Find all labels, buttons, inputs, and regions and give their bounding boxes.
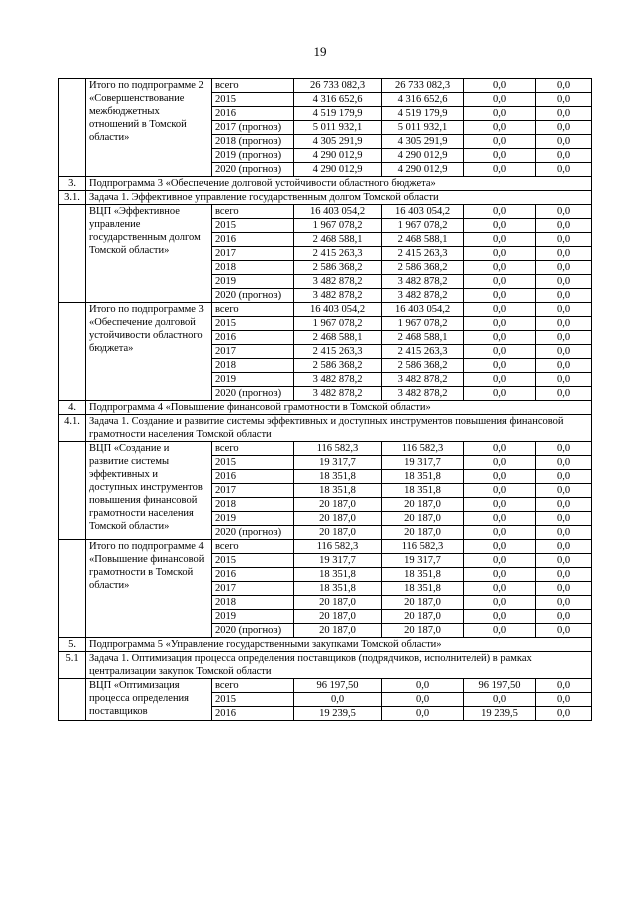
- other-sources-cell: 0,0: [536, 470, 592, 484]
- total-cell: 5 011 932,1: [294, 121, 382, 135]
- federal-budget-cell: 0,0: [464, 331, 536, 345]
- other-sources-cell: 0,0: [536, 442, 592, 456]
- other-sources-cell: 0,0: [536, 707, 592, 721]
- total-cell: 2 586 368,2: [294, 261, 382, 275]
- other-sources-cell: 0,0: [536, 624, 592, 638]
- regional-budget-cell: 2 468 588,1: [382, 233, 464, 247]
- program-name: Итого по подпрограмме 4 «Повышение финансовой грамотности в Томской области»: [86, 540, 212, 638]
- total-cell: 20 187,0: [294, 526, 382, 540]
- regional-budget-cell: 2 415 263,3: [382, 247, 464, 261]
- total-cell: 20 187,0: [294, 498, 382, 512]
- section-title: Задача 1. Эффективное управление государственным долгом Томской области: [86, 191, 592, 205]
- federal-budget-cell: 0,0: [464, 289, 536, 303]
- section-header-row: [59, 191, 592, 205]
- period-cell: 2017 (прогноз): [212, 121, 294, 135]
- section-header-row: [59, 415, 592, 442]
- period-cell: 2017: [212, 582, 294, 596]
- regional-budget-cell: 116 582,3: [382, 540, 464, 554]
- total-cell: 18 351,8: [294, 470, 382, 484]
- other-sources-cell: 0,0: [536, 107, 592, 121]
- period-cell: всего: [212, 679, 294, 693]
- total-cell: 2 468 588,1: [294, 233, 382, 247]
- row-number: 5.1: [59, 652, 86, 679]
- period-cell: 2018: [212, 498, 294, 512]
- federal-budget-cell: 0,0: [464, 205, 536, 219]
- federal-budget-cell: 0,0: [464, 247, 536, 261]
- other-sources-cell: 0,0: [536, 540, 592, 554]
- federal-budget-cell: 0,0: [464, 163, 536, 177]
- total-cell: 2 415 263,3: [294, 345, 382, 359]
- federal-budget-cell: 0,0: [464, 219, 536, 233]
- other-sources-cell: 0,0: [536, 93, 592, 107]
- table-row: [59, 442, 592, 456]
- period-cell: всего: [212, 442, 294, 456]
- federal-budget-cell: 0,0: [464, 540, 536, 554]
- section-title: Задача 1. Оптимизация процесса определения поставщиков (подрядчиков, исполнителей) в рамках централизации закупок Томской области: [86, 652, 592, 679]
- federal-budget-cell: 0,0: [464, 121, 536, 135]
- total-cell: 16 403 054,2: [294, 303, 382, 317]
- federal-budget-cell: 0,0: [464, 554, 536, 568]
- regional-budget-cell: 2 415 263,3: [382, 345, 464, 359]
- other-sources-cell: 0,0: [536, 693, 592, 707]
- row-number: [59, 205, 86, 303]
- period-cell: 2019: [212, 373, 294, 387]
- period-cell: 2015: [212, 317, 294, 331]
- total-cell: 26 733 082,3: [294, 79, 382, 93]
- federal-budget-cell: 19 239,5: [464, 707, 536, 721]
- federal-budget-cell: 0,0: [464, 610, 536, 624]
- table-row: [59, 679, 592, 693]
- other-sources-cell: 0,0: [536, 135, 592, 149]
- other-sources-cell: 0,0: [536, 289, 592, 303]
- regional-budget-cell: 18 351,8: [382, 470, 464, 484]
- regional-budget-cell: 5 011 932,1: [382, 121, 464, 135]
- other-sources-cell: 0,0: [536, 345, 592, 359]
- table-row: [59, 205, 592, 219]
- total-cell: 19 317,7: [294, 554, 382, 568]
- federal-budget-cell: 0,0: [464, 373, 536, 387]
- other-sources-cell: 0,0: [536, 679, 592, 693]
- regional-budget-cell: 4 305 291,9: [382, 135, 464, 149]
- row-number: [59, 442, 86, 540]
- period-cell: 2017: [212, 345, 294, 359]
- period-cell: 2018 (прогноз): [212, 135, 294, 149]
- regional-budget-cell: 18 351,8: [382, 582, 464, 596]
- other-sources-cell: 0,0: [536, 526, 592, 540]
- regional-budget-cell: 20 187,0: [382, 498, 464, 512]
- regional-budget-cell: 16 403 054,2: [382, 205, 464, 219]
- federal-budget-cell: 0,0: [464, 456, 536, 470]
- section-header-row: [59, 177, 592, 191]
- other-sources-cell: 0,0: [536, 498, 592, 512]
- total-cell: 2 586 368,2: [294, 359, 382, 373]
- federal-budget-cell: 0,0: [464, 387, 536, 401]
- federal-budget-cell: 0,0: [464, 261, 536, 275]
- total-cell: 2 415 263,3: [294, 247, 382, 261]
- federal-budget-cell: 0,0: [464, 568, 536, 582]
- other-sources-cell: 0,0: [536, 233, 592, 247]
- other-sources-cell: 0,0: [536, 205, 592, 219]
- regional-budget-cell: 20 187,0: [382, 526, 464, 540]
- total-cell: 18 351,8: [294, 484, 382, 498]
- period-cell: 2016: [212, 568, 294, 582]
- period-cell: 2019: [212, 610, 294, 624]
- regional-budget-cell: 18 351,8: [382, 568, 464, 582]
- regional-budget-cell: 1 967 078,2: [382, 219, 464, 233]
- row-number: [59, 79, 86, 177]
- period-cell: 2016: [212, 470, 294, 484]
- period-cell: 2020 (прогноз): [212, 624, 294, 638]
- row-number: 5.: [59, 638, 86, 652]
- federal-budget-cell: 0,0: [464, 582, 536, 596]
- period-cell: 2020 (прогноз): [212, 526, 294, 540]
- regional-budget-cell: 0,0: [382, 693, 464, 707]
- other-sources-cell: 0,0: [536, 387, 592, 401]
- period-cell: 2016: [212, 707, 294, 721]
- total-cell: 0,0: [294, 693, 382, 707]
- federal-budget-cell: 0,0: [464, 345, 536, 359]
- total-cell: 18 351,8: [294, 568, 382, 582]
- period-cell: 2016: [212, 107, 294, 121]
- period-cell: 2018: [212, 261, 294, 275]
- period-cell: 2017: [212, 247, 294, 261]
- other-sources-cell: 0,0: [536, 121, 592, 135]
- section-header-row: [59, 652, 592, 679]
- total-cell: 19 239,5: [294, 707, 382, 721]
- other-sources-cell: 0,0: [536, 554, 592, 568]
- regional-budget-cell: 2 586 368,2: [382, 359, 464, 373]
- row-number: 4.: [59, 401, 86, 415]
- period-cell: 2015: [212, 456, 294, 470]
- other-sources-cell: 0,0: [536, 275, 592, 289]
- section-title: Задача 1. Создание и развитие системы эффективных и доступных инструментов повышения финансовой грамотности населения Томской области: [86, 415, 592, 442]
- period-cell: всего: [212, 79, 294, 93]
- other-sources-cell: 0,0: [536, 596, 592, 610]
- total-cell: 2 468 588,1: [294, 331, 382, 345]
- regional-budget-cell: 2 586 368,2: [382, 261, 464, 275]
- table-row: [59, 303, 592, 317]
- federal-budget-cell: 0,0: [464, 484, 536, 498]
- federal-budget-cell: 0,0: [464, 107, 536, 121]
- federal-budget-cell: 0,0: [464, 470, 536, 484]
- period-cell: 2018: [212, 596, 294, 610]
- other-sources-cell: 0,0: [536, 261, 592, 275]
- other-sources-cell: 0,0: [536, 610, 592, 624]
- total-cell: 20 187,0: [294, 624, 382, 638]
- regional-budget-cell: 116 582,3: [382, 442, 464, 456]
- regional-budget-cell: 0,0: [382, 707, 464, 721]
- federal-budget-cell: 0,0: [464, 526, 536, 540]
- other-sources-cell: 0,0: [536, 331, 592, 345]
- federal-budget-cell: 0,0: [464, 624, 536, 638]
- period-cell: 2015: [212, 219, 294, 233]
- regional-budget-cell: 19 317,7: [382, 456, 464, 470]
- other-sources-cell: 0,0: [536, 568, 592, 582]
- total-cell: 20 187,0: [294, 512, 382, 526]
- other-sources-cell: 0,0: [536, 303, 592, 317]
- total-cell: 3 482 878,2: [294, 289, 382, 303]
- other-sources-cell: 0,0: [536, 247, 592, 261]
- period-cell: 2019: [212, 275, 294, 289]
- total-cell: 3 482 878,2: [294, 373, 382, 387]
- total-cell: 20 187,0: [294, 596, 382, 610]
- period-cell: всего: [212, 303, 294, 317]
- section-header-row: [59, 638, 592, 652]
- section-title: Подпрограмма 4 «Повышение финансовой грамотности в Томской области»: [86, 401, 592, 415]
- program-name: ВЦП «Эффективное управление государственным долгом Томской области»: [86, 205, 212, 303]
- regional-budget-cell: 4 316 652,6: [382, 93, 464, 107]
- federal-budget-cell: 0,0: [464, 135, 536, 149]
- program-name: Итого по подпрограмме 3 «Обеспечение долговой устойчивости областного бюджета»: [86, 303, 212, 401]
- regional-budget-cell: 20 187,0: [382, 512, 464, 526]
- program-name: Итого по подпрограмме 2 «Совершенствование межбюджетных отношений в Томской области»: [86, 79, 212, 177]
- total-cell: 4 290 012,9: [294, 163, 382, 177]
- section-title: Подпрограмма 5 «Управление государственными закупками Томской области»: [86, 638, 592, 652]
- period-cell: 2015: [212, 93, 294, 107]
- total-cell: 16 403 054,2: [294, 205, 382, 219]
- section-header-row: [59, 401, 592, 415]
- other-sources-cell: 0,0: [536, 317, 592, 331]
- row-number: 3.: [59, 177, 86, 191]
- total-cell: 116 582,3: [294, 540, 382, 554]
- federal-budget-cell: 0,0: [464, 596, 536, 610]
- row-number: 4.1.: [59, 415, 86, 442]
- federal-budget-cell: 0,0: [464, 442, 536, 456]
- total-cell: 4 305 291,9: [294, 135, 382, 149]
- table-row: [59, 79, 592, 93]
- regional-budget-cell: 20 187,0: [382, 610, 464, 624]
- total-cell: 116 582,3: [294, 442, 382, 456]
- regional-budget-cell: 16 403 054,2: [382, 303, 464, 317]
- federal-budget-cell: 0,0: [464, 149, 536, 163]
- regional-budget-cell: 3 482 878,2: [382, 275, 464, 289]
- federal-budget-cell: 0,0: [464, 359, 536, 373]
- other-sources-cell: 0,0: [536, 582, 592, 596]
- federal-budget-cell: 96 197,50: [464, 679, 536, 693]
- regional-budget-cell: 18 351,8: [382, 484, 464, 498]
- period-cell: 2016: [212, 233, 294, 247]
- regional-budget-cell: 4 290 012,9: [382, 149, 464, 163]
- period-cell: 2019 (прогноз): [212, 149, 294, 163]
- federal-budget-cell: 0,0: [464, 317, 536, 331]
- total-cell: 96 197,50: [294, 679, 382, 693]
- federal-budget-cell: 0,0: [464, 233, 536, 247]
- regional-budget-cell: 19 317,7: [382, 554, 464, 568]
- federal-budget-cell: 0,0: [464, 303, 536, 317]
- period-cell: 2020 (прогноз): [212, 163, 294, 177]
- federal-budget-cell: 0,0: [464, 93, 536, 107]
- other-sources-cell: 0,0: [536, 484, 592, 498]
- total-cell: 20 187,0: [294, 610, 382, 624]
- regional-budget-cell: 26 733 082,3: [382, 79, 464, 93]
- program-name: ВЦП «Создание и развитие системы эффективных и доступных инструментов повышения финансовой грамотности населения Томской области»: [86, 442, 212, 540]
- row-number: [59, 540, 86, 638]
- total-cell: 3 482 878,2: [294, 387, 382, 401]
- period-cell: 2019: [212, 512, 294, 526]
- period-cell: всего: [212, 540, 294, 554]
- total-cell: 1 967 078,2: [294, 317, 382, 331]
- period-cell: 2020 (прогноз): [212, 289, 294, 303]
- regional-budget-cell: 1 967 078,2: [382, 317, 464, 331]
- total-cell: 1 967 078,2: [294, 219, 382, 233]
- section-title: Подпрограмма 3 «Обеспечение долговой устойчивости областного бюджета»: [86, 177, 592, 191]
- budget-table: [58, 78, 592, 721]
- period-cell: всего: [212, 205, 294, 219]
- federal-budget-cell: 0,0: [464, 498, 536, 512]
- federal-budget-cell: 0,0: [464, 79, 536, 93]
- other-sources-cell: 0,0: [536, 219, 592, 233]
- table-row: [59, 540, 592, 554]
- period-cell: 2018: [212, 359, 294, 373]
- regional-budget-cell: 20 187,0: [382, 596, 464, 610]
- total-cell: 19 317,7: [294, 456, 382, 470]
- row-number: [59, 303, 86, 401]
- federal-budget-cell: 0,0: [464, 275, 536, 289]
- regional-budget-cell: 3 482 878,2: [382, 387, 464, 401]
- other-sources-cell: 0,0: [536, 512, 592, 526]
- program-name: ВЦП «Оптимизация процесса определения поставщиков: [86, 679, 212, 721]
- total-cell: 3 482 878,2: [294, 275, 382, 289]
- regional-budget-cell: 0,0: [382, 679, 464, 693]
- total-cell: 4 290 012,9: [294, 149, 382, 163]
- regional-budget-cell: 3 482 878,2: [382, 373, 464, 387]
- period-cell: 2016: [212, 331, 294, 345]
- total-cell: 4 316 652,6: [294, 93, 382, 107]
- period-cell: 2015: [212, 693, 294, 707]
- regional-budget-cell: 4 519 179,9: [382, 107, 464, 121]
- other-sources-cell: 0,0: [536, 163, 592, 177]
- total-cell: 4 519 179,9: [294, 107, 382, 121]
- row-number: 3.1.: [59, 191, 86, 205]
- regional-budget-cell: 3 482 878,2: [382, 289, 464, 303]
- other-sources-cell: 0,0: [536, 456, 592, 470]
- regional-budget-cell: 2 468 588,1: [382, 331, 464, 345]
- other-sources-cell: 0,0: [536, 79, 592, 93]
- federal-budget-cell: 0,0: [464, 693, 536, 707]
- page-number: 19: [313, 44, 327, 59]
- total-cell: 18 351,8: [294, 582, 382, 596]
- period-cell: 2020 (прогноз): [212, 387, 294, 401]
- other-sources-cell: 0,0: [536, 373, 592, 387]
- period-cell: 2017: [212, 484, 294, 498]
- other-sources-cell: 0,0: [536, 149, 592, 163]
- row-number: [59, 679, 86, 721]
- period-cell: 2015: [212, 554, 294, 568]
- regional-budget-cell: 20 187,0: [382, 624, 464, 638]
- federal-budget-cell: 0,0: [464, 512, 536, 526]
- other-sources-cell: 0,0: [536, 359, 592, 373]
- regional-budget-cell: 4 290 012,9: [382, 163, 464, 177]
